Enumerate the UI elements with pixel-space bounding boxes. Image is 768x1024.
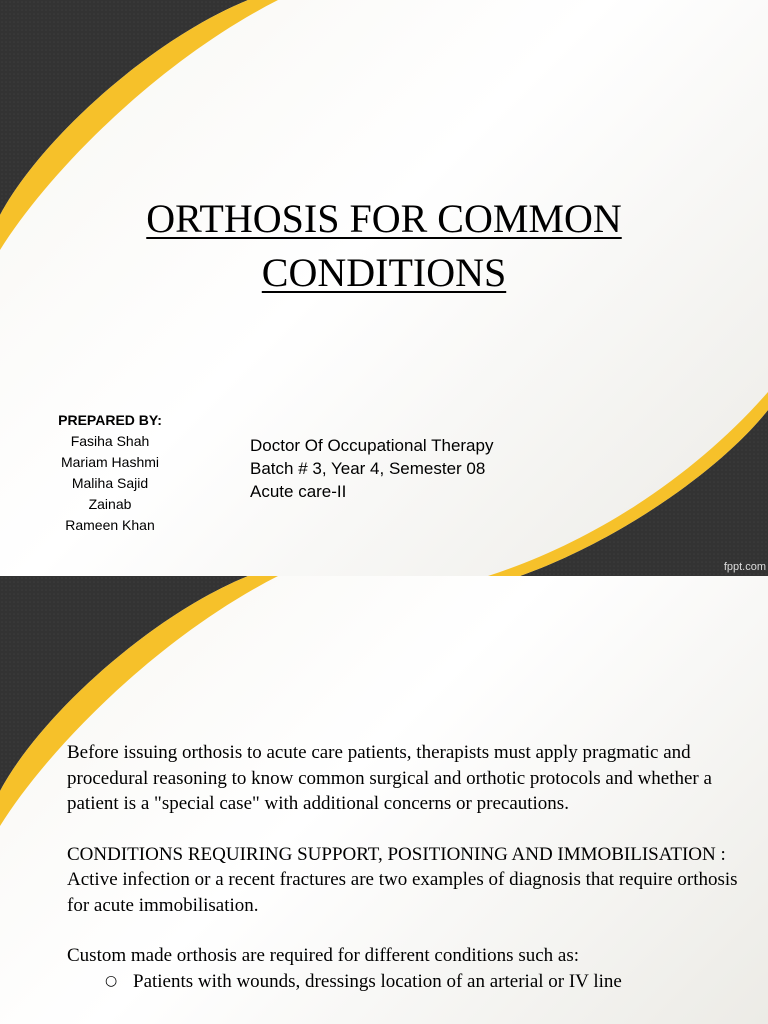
author-name: Fasiha Shah bbox=[70, 433, 150, 449]
prepared-by-block bbox=[40, 410, 180, 536]
program-line: Doctor Of Occupational Therapy bbox=[250, 436, 494, 455]
author-name: Mariam Hashmi bbox=[60, 454, 159, 470]
slide-title bbox=[40, 192, 728, 300]
prepared-by-label: PREPARED BY: bbox=[58, 412, 162, 428]
author-list bbox=[40, 431, 180, 536]
author-name: Maliha Sajid bbox=[71, 475, 149, 491]
author-name: Zainab bbox=[88, 496, 132, 512]
program-line: Acute care-II bbox=[250, 482, 347, 501]
bullet-text: Patients with wounds, dressings location of an arterial or IV line bbox=[133, 970, 622, 992]
bullet-circle-icon: ○ bbox=[105, 972, 118, 989]
custom-orthosis-paragraph: Custom made orthosis are required for different conditions such as: bbox=[67, 945, 579, 966]
title-line-1: ORTHOSIS FOR COMMON bbox=[146, 196, 622, 241]
content-body bbox=[67, 740, 757, 994]
title-line-2: CONDITIONS bbox=[261, 250, 507, 295]
intro-paragraph: Before issuing orthosis to acute care patients, therapists must apply pragmatic and procedural reasoning to know common surgical and orthotic protocols and whether a patient is a "special case" with additional concerns or precautions. bbox=[67, 742, 712, 814]
program-line: Batch # 3, Year 4, Semester 08 bbox=[250, 459, 486, 478]
list-item bbox=[67, 969, 757, 995]
watermark: fppt.com bbox=[723, 561, 766, 573]
program-info bbox=[250, 434, 493, 503]
author-name: Rameen Khan bbox=[65, 517, 155, 533]
section-heading: CONDITIONS REQUIRING SUPPORT, POSITIONING AND IMMOBILISATION : bbox=[67, 843, 726, 865]
conditions-paragraph: Active infection or a recent fractures are two examples of diagnosis that require orthosis for acute immobilisation. bbox=[67, 869, 738, 916]
